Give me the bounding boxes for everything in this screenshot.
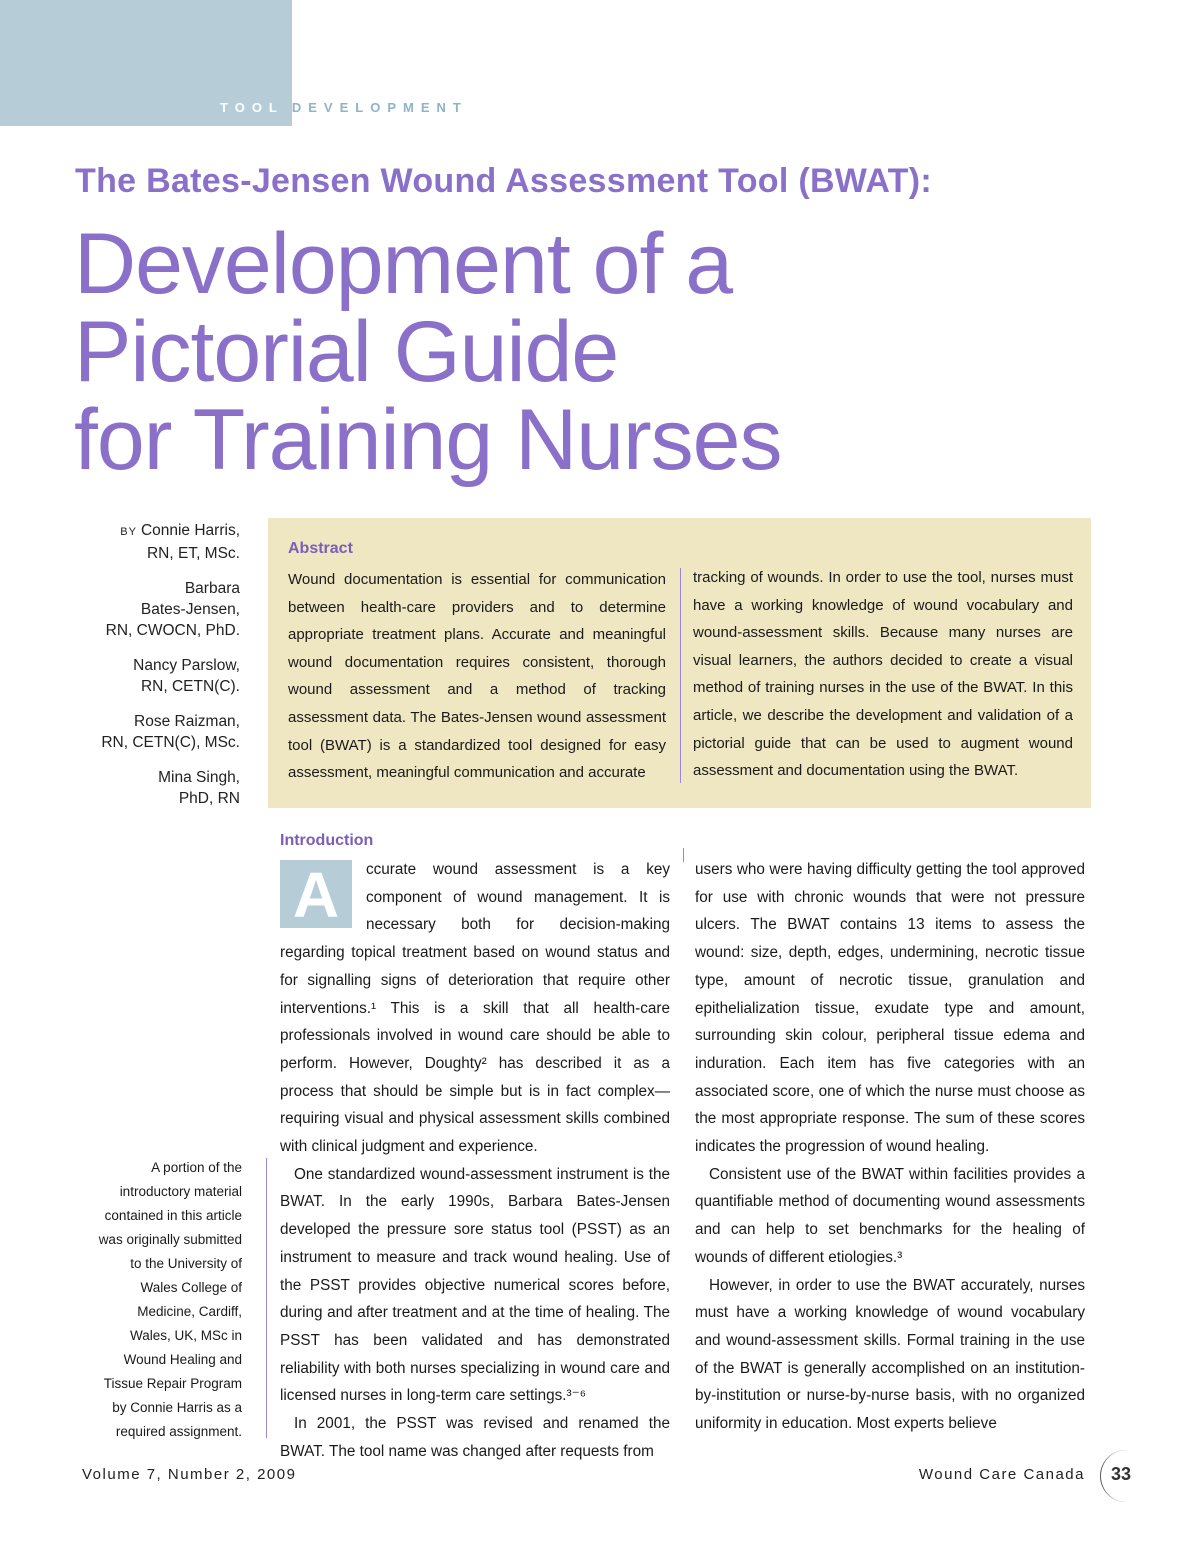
body-column-2 (695, 856, 1085, 1438)
author (40, 767, 240, 809)
author-name: Barbara (184, 580, 240, 597)
author-credentials: RN, ET, MSc. (146, 545, 240, 562)
sidenote-rule (266, 1158, 267, 1438)
author (40, 520, 240, 564)
section-label-word2: DEVELOPMENT (291, 100, 468, 115)
paragraph: users who were having difficulty getting the tool approved for use with chronic wounds that were not pressure ulcers. The BWAT contains 13 items to assess the wound: size, depth, edges, undermining, necrotic tissue type, amount of necrotic tissue, granulation and epithelialization tissue, exudate type and amount, surrounding skin colour, peripheral tissue edema and induration. Each item has five categories with an associated score, one of which the nurse must choose as the most appropriate response. The sum of these scores indicates the progression of wound healing. (695, 861, 1085, 1156)
author-name: Rose Raizman, (134, 713, 240, 730)
body-column-1 (280, 856, 670, 1465)
abstract-box (268, 518, 1091, 808)
page-number: 33 (1111, 1464, 1132, 1484)
article-subtitle: The Bates-Jensen Wound Assessment Tool (BWAT): (75, 162, 932, 200)
title-line: Pictorial Guide (74, 304, 619, 400)
title-line: for Training Nurses (74, 392, 782, 488)
author-name: Connie Harris, (140, 522, 240, 539)
author-credentials: RN, CETN(C). (140, 678, 240, 695)
title-line: Development of a (74, 216, 733, 312)
author-credentials: RN, CETN(C), MSc. (101, 734, 240, 751)
drop-cap: A (280, 860, 352, 928)
author-credentials: PhD, RN (178, 790, 240, 807)
abstract-heading: Abstract (288, 540, 353, 557)
author-name: Mina Singh, (158, 769, 240, 786)
footer-issue: Volume 7, Number 2, 2009 (82, 1466, 297, 1483)
paragraph: ccurate wound assessment is a key component of wound management. It is necessary both for decision-making regarding topical treatment based on wound status and for signalling signs of deterioration that require other interventions.¹ This is a skill that all health-care professionals involved in wound care should be able to perform. However, Doughty² has described it as a process that should be simple but is in fact complex—requiring visual and physical assessment skills combined with clinical judgment and experience. (280, 861, 670, 1156)
paragraph: However, in order to use the BWAT accurately, nurses must have a working knowledge of wound vocabulary and wound-assessment skills. Formal training in the use of the BWAT is generally accomplished on an institution-by-institution or nurse-by-nurse basis, with no organized uniformity in education. Most experts believe (695, 1276, 1085, 1433)
author (40, 578, 240, 641)
paragraph: One standardized wound-assessment instrument is the BWAT. In the early 1990s, Barbara Bates-Jensen developed the pressure sore status tool (PSST) as an instrument to measure and track wound healing. Use of the PSST provides objective numerical scores before, during and after treatment and at the time of healing. The PSST has been validated and has demonstrated reliability with both nurses specializing in wound care and licensed nurses in long-term care settings.³⁻⁶ (280, 1165, 670, 1405)
abstract-divider (680, 568, 681, 783)
author-list (40, 520, 240, 823)
byline-prefix: BY (120, 526, 137, 538)
introduction-heading: Introduction (280, 832, 374, 849)
article-title (74, 216, 974, 488)
paragraph: Consistent use of the BWAT within facilities provides a quantifiable method of documenting wound assessments and can help to set benchmarks for the healing of wounds of different etiologies.³ (695, 1165, 1085, 1266)
author-credentials: RN, CWOCN, PhD. (105, 622, 240, 639)
paragraph: In 2001, the PSST was revised and renamed the BWAT. The tool name was changed after requests from (280, 1415, 670, 1460)
author-name: Nancy Parslow, (133, 657, 240, 674)
footer-journal: Wound Care Canada (918, 1466, 1085, 1483)
author-name: Bates-Jensen, (140, 601, 240, 618)
abstract-text-col1: Wound documentation is essential for communication between health-care providers and to determine appropriate treatment plans. Accurate and meaningful wound documentation requires consistent, thorough wound assessment and a method of tracking assessment data. The Bates-Jensen wound assessment tool (BWAT) is a standardized tool designed for easy assessment, meaningful communication and accurate (288, 571, 666, 782)
sidenote: A portion of the introductory material contained in this article was originally submitted to the University of Wales College of Medicine, Cardiff, Wales, UK, MSc in Wound Healing and Tissue Repair Program by Connie Harris as a required assignment. (98, 1160, 242, 1439)
author (40, 655, 240, 697)
author (40, 711, 240, 753)
section-label-word1: TOOL (220, 100, 284, 115)
section-label (220, 100, 468, 115)
page-number-badge (1100, 1450, 1153, 1502)
abstract-text-col2: tracking of wounds. In order to use the tool, nurses must have a working knowledge of wound vocabulary and wound-assessment skills. Because many nurses are visual learners, the authors decided to create a visual method of training nurses in the use of the BWAT. In this article, we describe the development and validation of a pictorial guide that can be used to augment wound assessment and documentation using the BWAT. (693, 569, 1073, 780)
column-rule (683, 848, 684, 862)
